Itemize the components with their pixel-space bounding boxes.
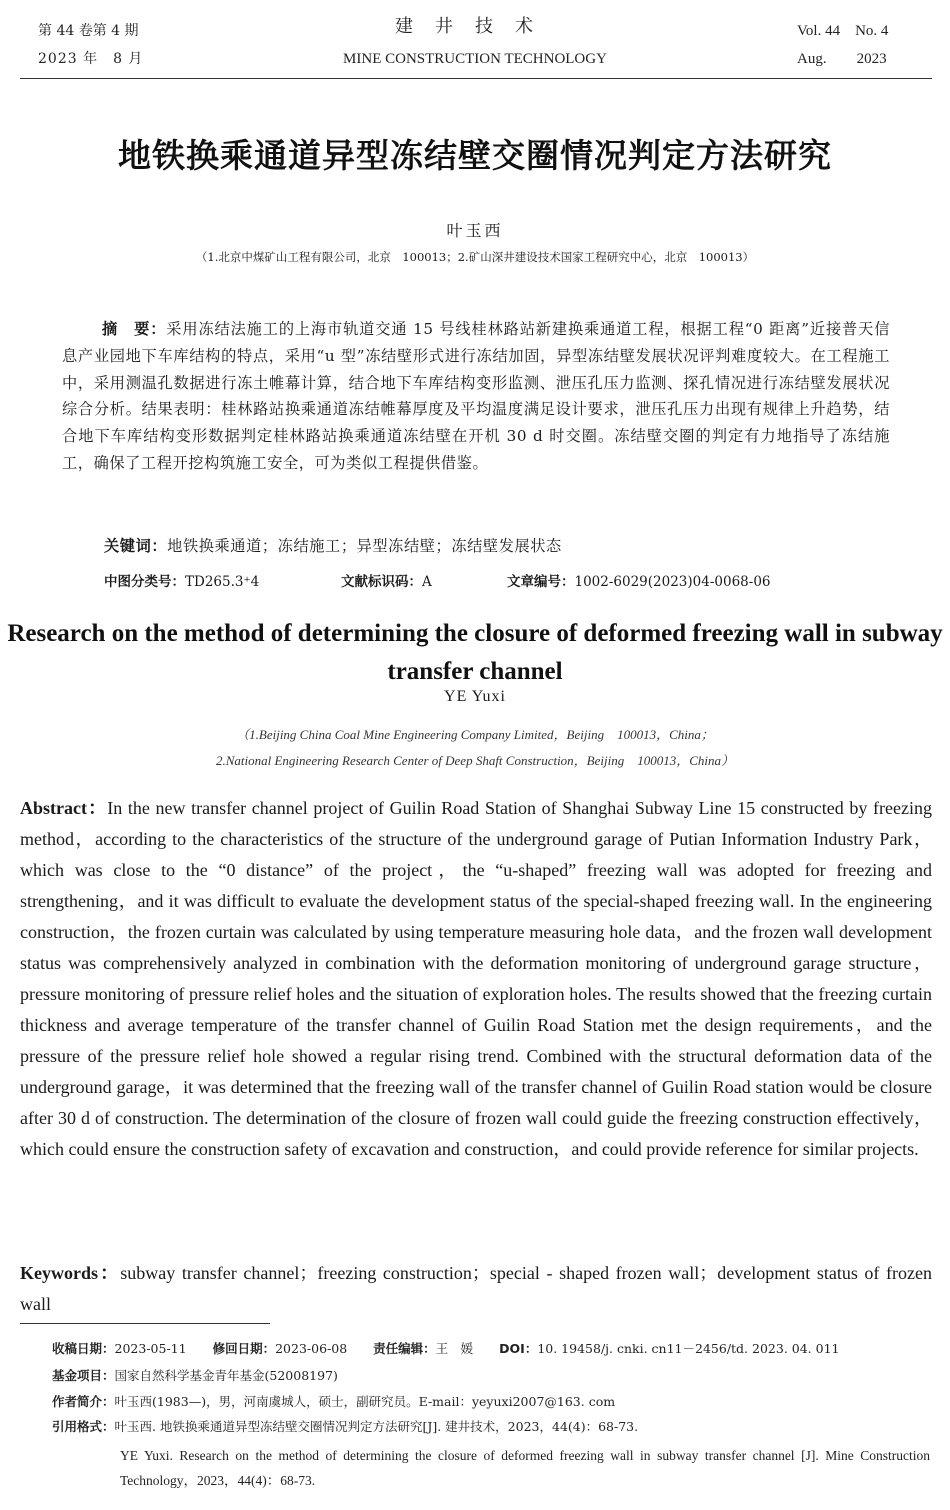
- footnote-divider: [20, 1323, 270, 1324]
- abstract-cn-label: 摘 要：: [102, 320, 167, 338]
- editor-label: 责任编辑：: [373, 1341, 436, 1356]
- citation-cn-value: 叶玉西. 地铁换乘通道异型冻结壁交圈情况判定方法研究[J]. 建井技术，2023，44(4)：68-73.: [114, 1419, 639, 1434]
- clc-label: 中图分类号：: [104, 574, 185, 590]
- footnote-dates: [52, 1340, 861, 1358]
- affiliation-en: [0, 722, 950, 774]
- affiliation-cn: （1.北京中煤矿山工程有限公司，北京 100013；2.矿山深井建设技术国家工程研究中心，北京 100013）: [195, 250, 755, 264]
- citation-label: 引用格式：: [52, 1419, 115, 1434]
- journal-title-en: MINE CONSTRUCTION TECHNOLOGY: [343, 51, 607, 67]
- keywords-en: [20, 1258, 932, 1320]
- keywords-cn-label: 关键词：: [104, 537, 168, 555]
- paper-title-en: Research on the method of determining the closure of deformed freezing wall in subway transfer channel: [7, 620, 943, 685]
- abstract-en-text: In the new transfer channel project of Guilin Road Station of Shanghai Subway Line 15 constructed by freezing method，according to the characteristics of the structure of the underground garage of Putian Information Industry Park，which was close to the “0 distance” of the project，the “u-shaped” freezing wall was adopted for freezing and strengthening，and it was difficult to evaluate the development status of the special-shaped freezing wall. In the engineering construction，the frozen curtain was calculated by using temperature measuring hole data，and the frozen wall development status was comprehensively analyzed in combination with the deformation monitoring of underground garage structure，pressure monitoring of pressure relief holes and the situation of exploration holes. The results showed that the freezing curtain thickness and average temperature of the transfer channel of Guilin Road Station met the design requirements，and the pressure of the pressure relief hole showed a regular rising trend. Combined with the structural deformation data of the underground garage，it was determined that the freezing wall of the transfer channel of Guilin Road station would be closure after 30 d of construction. The determination of the closure of frozen wall could guide the freezing construction effectively，which could ensure the construction safety of excavation and construction，and could provide reference for similar projects.: [20, 798, 932, 1159]
- clc-value: TD265.3⁺4: [185, 574, 260, 590]
- document-code-value: A: [422, 574, 432, 590]
- author-cn: 叶玉西: [446, 221, 504, 240]
- volume-en: Vol. 44 No. 4: [797, 23, 889, 39]
- issue-date-cn: 2023 年 8 月: [38, 51, 144, 67]
- abstract-en: [20, 793, 932, 1165]
- keywords-en-label: Keywords：: [20, 1263, 121, 1283]
- document-code-label: 文献标识码：: [341, 574, 422, 590]
- keywords-en-text: subway transfer channel；freezing construction；special - shaped frozen wall；development status of frozen wall: [20, 1263, 932, 1314]
- keywords-cn: [104, 535, 562, 556]
- abstract-cn: [62, 316, 890, 477]
- article-number-value: 1002-6029(2023)04-0068-06: [574, 574, 771, 590]
- editor: [373, 1340, 473, 1358]
- doi-value: 10. 19458/j. cnki. cn11－2456/td. 2023. 04. 011: [537, 1341, 840, 1356]
- doi-label: DOI：: [499, 1341, 538, 1356]
- article-number-label: 文章编号：: [507, 574, 575, 590]
- affiliation-en-line-2: 2.National Engineering Research Center of Deep Shaft Construction，Beijing 100013，China）: [215, 753, 735, 768]
- author-en: YE Yuxi: [444, 688, 506, 705]
- editor-value: 王 媛: [435, 1341, 474, 1356]
- affiliation-en-line-1: （1.Beijing China Coal Mine Engineering Company Limited，Beijing 100013，China；: [236, 727, 714, 742]
- fund-label: 基金项目：: [52, 1368, 115, 1383]
- paper-title-cn: 地铁换乘通道异型冻结壁交圈情况判定方法研究: [118, 136, 832, 175]
- document-code: [341, 570, 432, 590]
- revised-label: 修回日期：: [212, 1341, 276, 1356]
- clc-number: [104, 570, 259, 590]
- abstract-en-label: Abstract：: [20, 798, 108, 818]
- issue-number-cn: 第 44 卷第 4 期: [38, 23, 139, 39]
- revised-value: 2023-06-08: [275, 1341, 348, 1356]
- bio-label: 作者简介：: [52, 1394, 115, 1409]
- issue-date-en: Aug. 2023: [797, 51, 887, 67]
- footnote-citation-en: YE Yuxi. Research on the method of determining the closure of deformed freezing wall in subway transfer channel [J]. Mine Construction Technology，2023，44(4)：68-73.: [120, 1448, 930, 1488]
- fund-value: 国家自然科学基金青年基金(52008197): [114, 1368, 338, 1383]
- footnote-fund: [52, 1367, 338, 1385]
- header-divider: [20, 78, 932, 79]
- article-number: [507, 570, 771, 590]
- received-date: [52, 1340, 187, 1358]
- bio-value: 叶玉西(1983—)，男，河南虞城人，硕士，副研究员。E-mail：yeyuxi2007@163. com: [114, 1394, 616, 1409]
- footnote-author-bio: [52, 1393, 615, 1411]
- received-value: 2023-05-11: [114, 1341, 187, 1356]
- revised-date: [213, 1340, 348, 1358]
- received-label: 收稿日期：: [52, 1341, 115, 1356]
- abstract-cn-text: 采用冻结法施工的上海市轨道交通 15 号线桂林路站新建换乘通道工程，根据工程“0 距离”近接普天信息产业园地下车库结构的特点，采用“u 型”冻结壁形式进行冻结加固，异型冻结壁发展状况评判难度较大。在工程施工中，采用测温孔数据进行冻土帷幕计算，结合地下车库结构变形监测、泄压孔压力监测、探孔情况进行冻结壁发展状况综合分析。结果表明：桂林路站换乘通道冻结帷幕厚度及平均温度满足设计要求，泄压孔压力出现有规律上升趋势，结合地下车库结构变形数据判定桂林路站换乘通道冻结壁在开机 30 d 时交圈。冻结壁交圈的判定有力地指导了冻结施工，确保了工程开挖构筑施工安全，可为类似工程提供借鉴。: [62, 320, 890, 472]
- journal-title-cn: 建井技术: [395, 16, 555, 37]
- footnote-citation-cn: [52, 1418, 638, 1436]
- keywords-cn-text: 地铁换乘通道；冻结施工；异型冻结壁；冻结壁发展状态: [167, 537, 562, 555]
- doi: [499, 1340, 839, 1358]
